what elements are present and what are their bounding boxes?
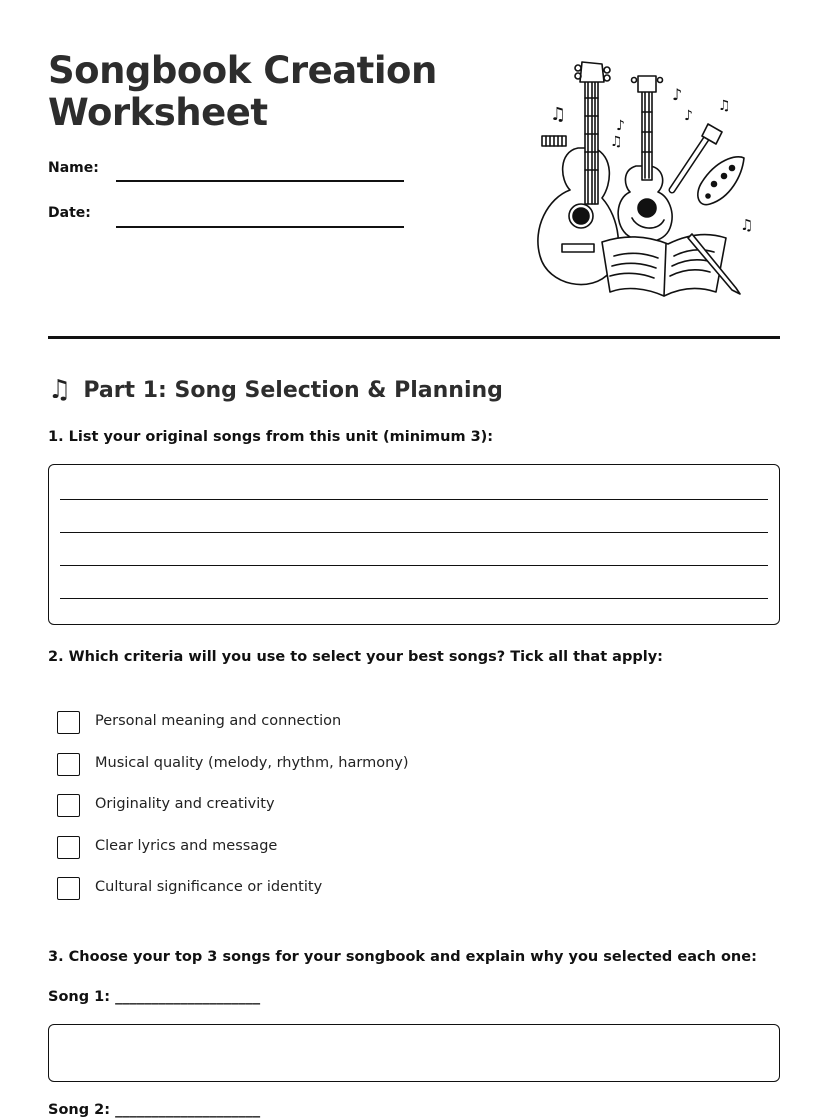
- criterion-checkbox[interactable]: [57, 794, 80, 817]
- part1-title: Part 1: Song Selection & Planning: [83, 377, 503, 403]
- writing-line: [60, 565, 768, 566]
- song-1-label: Song 1: ____________________: [48, 989, 261, 1005]
- criterion-label: Musical quality (melody, rhythm, harmony): [95, 754, 409, 771]
- svg-text:♫: ♫: [718, 98, 731, 114]
- song-list-box[interactable]: [48, 464, 780, 625]
- criterion-label: Cultural significance or identity: [95, 879, 323, 895]
- music-note-icon: ♫: [48, 375, 72, 405]
- criterion-item[interactable]: [57, 791, 557, 833]
- music-instruments-illustration: [530, 58, 760, 314]
- criterion-label: Originality and creativity: [95, 796, 275, 812]
- question-1: 1. List your original songs from this unit (minimum 3):: [48, 429, 494, 445]
- criterion-item[interactable]: [57, 833, 557, 875]
- song-1-reason-box[interactable]: [48, 1024, 780, 1082]
- date-label: Date:: [48, 205, 91, 221]
- svg-text:♫: ♫: [550, 104, 567, 125]
- svg-text:♫: ♫: [610, 134, 623, 150]
- writing-line: [60, 598, 768, 599]
- date-field-line[interactable]: [116, 226, 404, 228]
- criterion-item[interactable]: [57, 750, 557, 792]
- criterion-item[interactable]: [57, 874, 557, 916]
- criterion-label: Personal meaning and connection: [95, 713, 342, 729]
- svg-text:♪: ♪: [672, 85, 683, 104]
- worksheet-title: Songbook Creation Worksheet: [48, 49, 437, 134]
- question-2: 2. Which criteria will you use to select your best songs? Tick all that apply:: [48, 649, 663, 665]
- criterion-checkbox[interactable]: [57, 711, 80, 734]
- criteria-list: [57, 708, 557, 916]
- svg-text:♫: ♫: [740, 216, 754, 234]
- criterion-checkbox[interactable]: [57, 836, 80, 859]
- header-divider: [48, 336, 780, 339]
- song-2-label: Song 2: ____________________: [48, 1102, 261, 1118]
- criterion-checkbox[interactable]: [57, 753, 80, 776]
- part1-heading: [48, 373, 503, 407]
- criterion-label: Clear lyrics and message: [95, 837, 278, 854]
- svg-text:♪: ♪: [616, 118, 625, 134]
- writing-line: [60, 532, 768, 533]
- writing-line: [60, 499, 768, 500]
- criterion-item[interactable]: [57, 708, 557, 750]
- name-field-line[interactable]: [116, 180, 404, 182]
- name-label: Name:: [48, 160, 99, 176]
- svg-text:♪: ♪: [684, 108, 693, 124]
- criterion-checkbox[interactable]: [57, 877, 80, 900]
- question-3: 3. Choose your top 3 songs for your songbook and explain why you selected each one:: [48, 949, 757, 965]
